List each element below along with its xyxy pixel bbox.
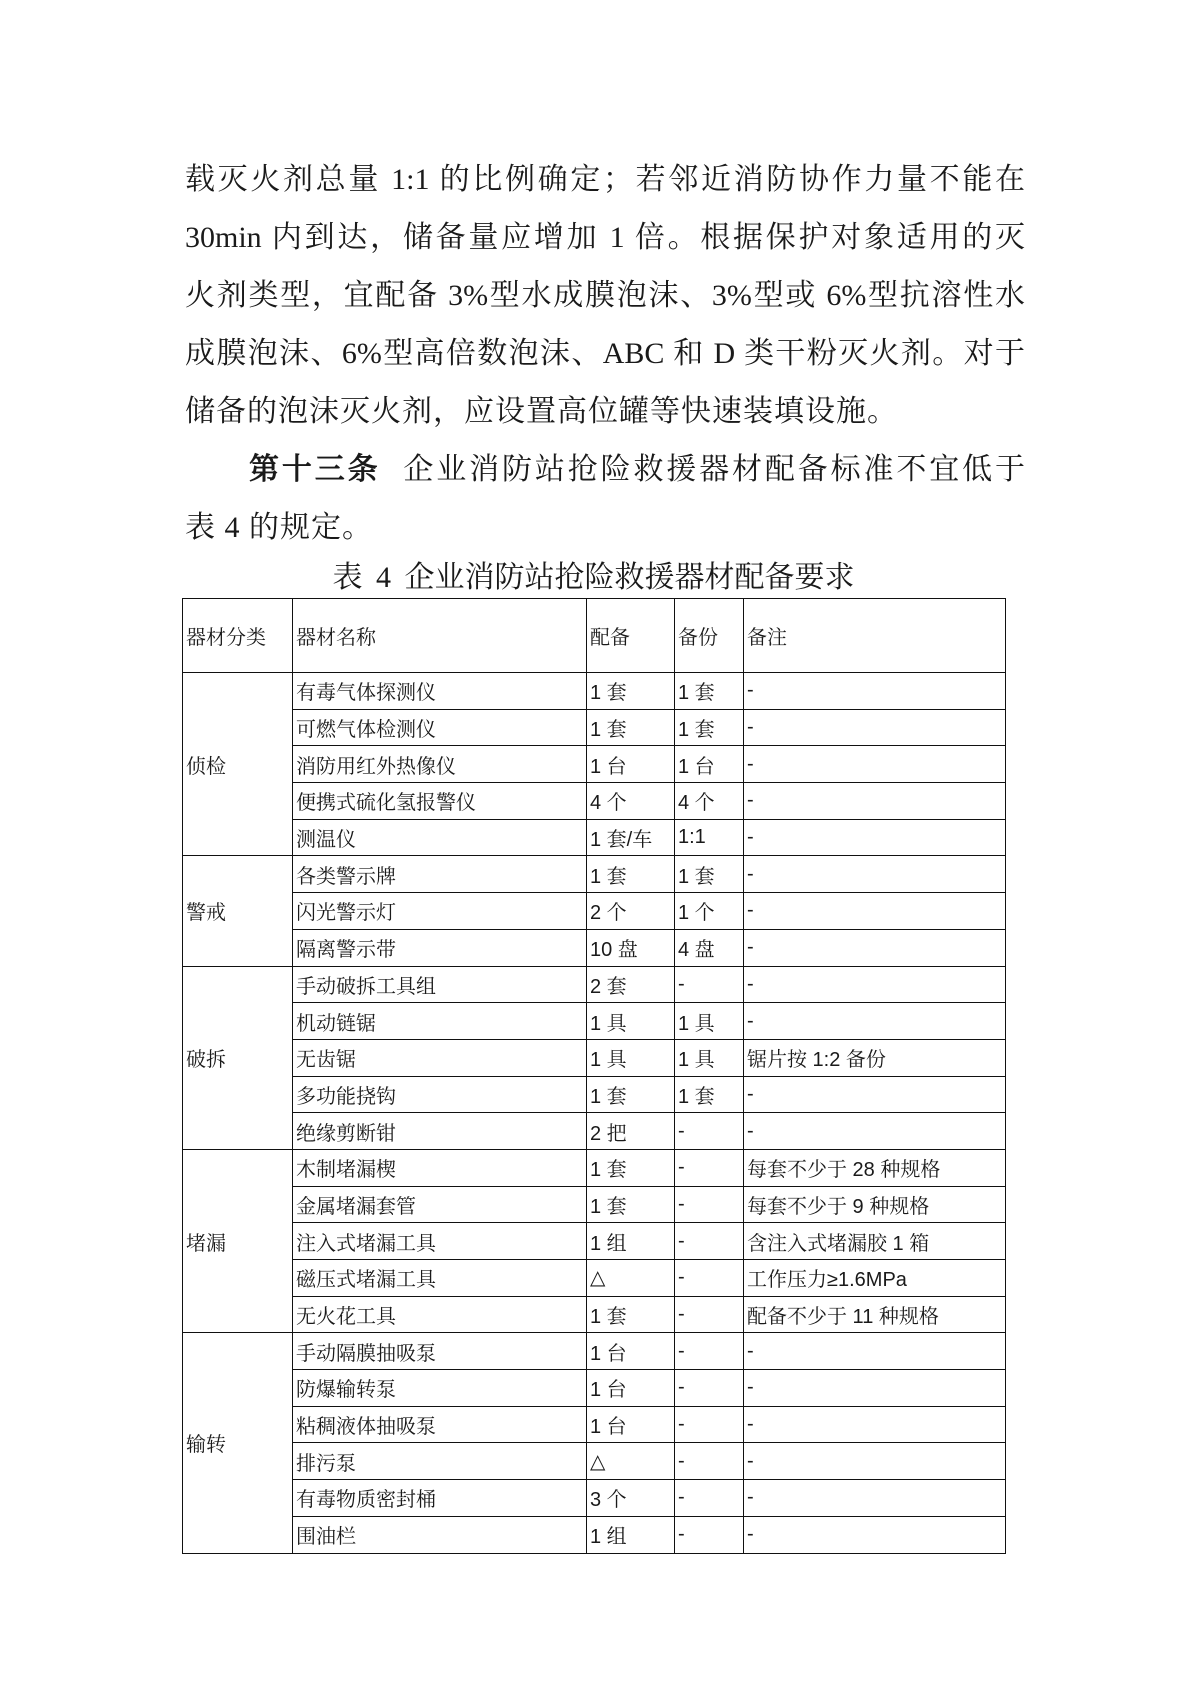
equipment-name-cell: 便携式硫化氢报警仪 [293, 783, 587, 820]
remarks-cell: 工作压力≥1.6MPa [744, 1260, 1006, 1297]
table-row [183, 966, 1006, 1003]
equipment-table [182, 598, 1006, 1554]
backup-quantity-cell: 1 具 [675, 1039, 744, 1076]
article-line [185, 441, 1025, 499]
backup-quantity-cell: - [675, 1186, 744, 1223]
backup-quantity-cell: - [675, 1113, 744, 1150]
remarks-cell: - [744, 1406, 1006, 1443]
equipment-name-cell: 粘稠液体抽吸泵 [293, 1406, 587, 1443]
backup-quantity-cell: 1 套 [675, 673, 744, 710]
backup-quantity-cell: - [675, 966, 744, 1003]
standard-quantity-cell: 1 台 [587, 746, 675, 783]
equipment-name-cell: 无火花工具 [293, 1296, 587, 1333]
equipment-name-cell: 手动隔膜抽吸泵 [293, 1333, 587, 1370]
paragraph-line: 火剂类型，宜配备 3%型水成膜泡沫、3%型或 6%型抗溶性水 [185, 279, 1025, 312]
table-row [183, 1443, 1006, 1480]
equipment-name-cell: 闪光警示灯 [293, 893, 587, 930]
remarks-cell: - [744, 819, 1006, 856]
standard-quantity-cell: 1 套 [587, 856, 675, 893]
table-row [183, 783, 1006, 820]
remarks-cell: - [744, 673, 1006, 710]
equipment-name-cell: 绝缘剪断钳 [293, 1113, 587, 1150]
standard-quantity-cell: 1 套 [587, 1296, 675, 1333]
equipment-name-cell: 手动破拆工具组 [293, 966, 587, 1003]
backup-quantity-cell: 4 盘 [675, 929, 744, 966]
standard-quantity-cell: △ [587, 1443, 675, 1480]
backup-quantity-cell: - [675, 1370, 744, 1407]
remarks-cell: - [744, 1113, 1006, 1150]
category-cell: 警戒 [183, 856, 293, 966]
category-cell: 输转 [183, 1333, 293, 1553]
standard-quantity-cell: 4 个 [587, 783, 675, 820]
article-text: 企业消防站抢险救援器材配备标准不宜低于 [400, 453, 1026, 486]
standard-quantity-cell: 2 个 [587, 893, 675, 930]
table-row [183, 673, 1006, 710]
article-number: 第十三条 [249, 453, 381, 486]
remarks-cell: 配备不少于 11 种规格 [744, 1296, 1006, 1333]
backup-quantity-cell: - [675, 1223, 744, 1260]
equipment-name-cell: 木制堵漏楔 [293, 1149, 587, 1186]
standard-quantity-cell: 3 个 [587, 1480, 675, 1517]
table-row [183, 709, 1006, 746]
remarks-cell: - [744, 1333, 1006, 1370]
paragraph-line: 成膜泡沫、6%型高倍数泡沫、ABC 和 D 类干粉灭火剂。对于 [185, 337, 1025, 370]
standard-quantity-cell: 1 套 [587, 1149, 675, 1186]
table-row [183, 1333, 1006, 1370]
header-category: 器材分类 [183, 599, 293, 673]
remarks-cell: - [744, 1003, 1006, 1040]
standard-quantity-cell: 1 套/车 [587, 819, 675, 856]
table-row [183, 856, 1006, 893]
backup-quantity-cell: 1 个 [675, 893, 744, 930]
backup-quantity-cell: - [675, 1260, 744, 1297]
backup-quantity-cell: 1 套 [675, 709, 744, 746]
equipment-name-cell: 有毒物质密封桶 [293, 1480, 587, 1517]
backup-quantity-cell: - [675, 1296, 744, 1333]
standard-quantity-cell: 1 套 [587, 709, 675, 746]
table-row [183, 1296, 1006, 1333]
backup-quantity-cell: - [675, 1333, 744, 1370]
header-remarks: 备注 [744, 599, 1006, 673]
table-row [183, 1370, 1006, 1407]
backup-quantity-cell: 1:1 [675, 819, 744, 856]
article-text-continued: 表 4 的规定。 [185, 511, 373, 544]
standard-quantity-cell: 1 台 [587, 1333, 675, 1370]
backup-quantity-cell: - [675, 1516, 744, 1553]
remarks-cell: 含注入式堵漏胶 1 箱 [744, 1223, 1006, 1260]
remarks-cell: - [744, 709, 1006, 746]
table-title: 表 4 企业消防站抢险救援器材配备要求 [332, 561, 855, 594]
equipment-name-cell: 各类警示牌 [293, 856, 587, 893]
backup-quantity-cell: - [675, 1480, 744, 1517]
equipment-name-cell: 隔离警示带 [293, 929, 587, 966]
remarks-cell: 每套不少于 28 种规格 [744, 1149, 1006, 1186]
equipment-name-cell: 可燃气体检测仪 [293, 709, 587, 746]
standard-quantity-cell: 1 具 [587, 1003, 675, 1040]
table-row [183, 1223, 1006, 1260]
backup-quantity-cell: - [675, 1149, 744, 1186]
remarks-cell: - [744, 856, 1006, 893]
equipment-name-cell: 机动链锯 [293, 1003, 587, 1040]
table-row [183, 893, 1006, 930]
standard-quantity-cell: 1 台 [587, 1370, 675, 1407]
table-row [183, 929, 1006, 966]
remarks-cell: - [744, 893, 1006, 930]
paragraph-line: 储备的泡沫灭火剂，应设置高位罐等快速装填设施。 [185, 395, 898, 428]
remarks-cell: - [744, 1443, 1006, 1480]
equipment-name-cell: 有毒气体探测仪 [293, 673, 587, 710]
equipment-name-cell: 消防用红外热像仪 [293, 746, 587, 783]
header-name: 器材名称 [293, 599, 587, 673]
remarks-cell: - [744, 1516, 1006, 1553]
remarks-cell: - [744, 746, 1006, 783]
remarks-cell: - [744, 966, 1006, 1003]
remarks-cell: - [744, 783, 1006, 820]
paragraph-line: 30min 内到达，储备量应增加 1 倍。根据保护对象适用的灭 [185, 221, 1025, 254]
body-text [185, 151, 1025, 557]
remarks-cell: - [744, 1370, 1006, 1407]
table-row [183, 1003, 1006, 1040]
backup-quantity-cell: - [675, 1443, 744, 1480]
table-row [183, 819, 1006, 856]
standard-quantity-cell: 1 套 [587, 1076, 675, 1113]
category-cell: 破拆 [183, 966, 293, 1149]
table-row [183, 746, 1006, 783]
equipment-name-cell: 无齿锯 [293, 1039, 587, 1076]
backup-quantity-cell: - [675, 1406, 744, 1443]
table-row [183, 1260, 1006, 1297]
equipment-name-cell: 排污泵 [293, 1443, 587, 1480]
equipment-name-cell: 多功能挠钩 [293, 1076, 587, 1113]
table-row [183, 1406, 1006, 1443]
standard-quantity-cell: 1 套 [587, 673, 675, 710]
backup-quantity-cell: 1 套 [675, 1076, 744, 1113]
equipment-name-cell: 金属堵漏套管 [293, 1186, 587, 1223]
remarks-cell: - [744, 929, 1006, 966]
table-row [183, 1480, 1006, 1517]
standard-quantity-cell: 2 套 [587, 966, 675, 1003]
paragraph-line: 载灭火剂总量 1:1 的比例确定；若邻近消防协作力量不能在 [185, 163, 1025, 196]
backup-quantity-cell: 1 台 [675, 746, 744, 783]
table-header-row [183, 599, 1006, 673]
backup-quantity-cell: 1 具 [675, 1003, 744, 1040]
standard-quantity-cell: 2 把 [587, 1113, 675, 1150]
equipment-name-cell: 磁压式堵漏工具 [293, 1260, 587, 1297]
table-row [183, 1149, 1006, 1186]
header-backup: 备份 [675, 599, 744, 673]
table-row [183, 1039, 1006, 1076]
standard-quantity-cell: 1 台 [587, 1406, 675, 1443]
header-standard: 配备 [587, 599, 675, 673]
table-row [183, 1516, 1006, 1553]
standard-quantity-cell: 1 具 [587, 1039, 675, 1076]
backup-quantity-cell: 1 套 [675, 856, 744, 893]
standard-quantity-cell: △ [587, 1260, 675, 1297]
standard-quantity-cell: 1 套 [587, 1186, 675, 1223]
table-row [183, 1113, 1006, 1150]
equipment-name-cell: 防爆输转泵 [293, 1370, 587, 1407]
backup-quantity-cell: 4 个 [675, 783, 744, 820]
standard-quantity-cell: 1 组 [587, 1516, 675, 1553]
standard-quantity-cell: 10 盘 [587, 929, 675, 966]
standard-quantity-cell: 1 组 [587, 1223, 675, 1260]
table-row [183, 1186, 1006, 1223]
equipment-name-cell: 测温仪 [293, 819, 587, 856]
table-row [183, 1076, 1006, 1113]
equipment-name-cell: 注入式堵漏工具 [293, 1223, 587, 1260]
remarks-cell: 锯片按 1:2 备份 [744, 1039, 1006, 1076]
remarks-cell: - [744, 1076, 1006, 1113]
equipment-name-cell: 围油栏 [293, 1516, 587, 1553]
remarks-cell: 每套不少于 9 种规格 [744, 1186, 1006, 1223]
category-cell: 堵漏 [183, 1149, 293, 1332]
remarks-cell: - [744, 1480, 1006, 1517]
category-cell: 侦检 [183, 673, 293, 856]
